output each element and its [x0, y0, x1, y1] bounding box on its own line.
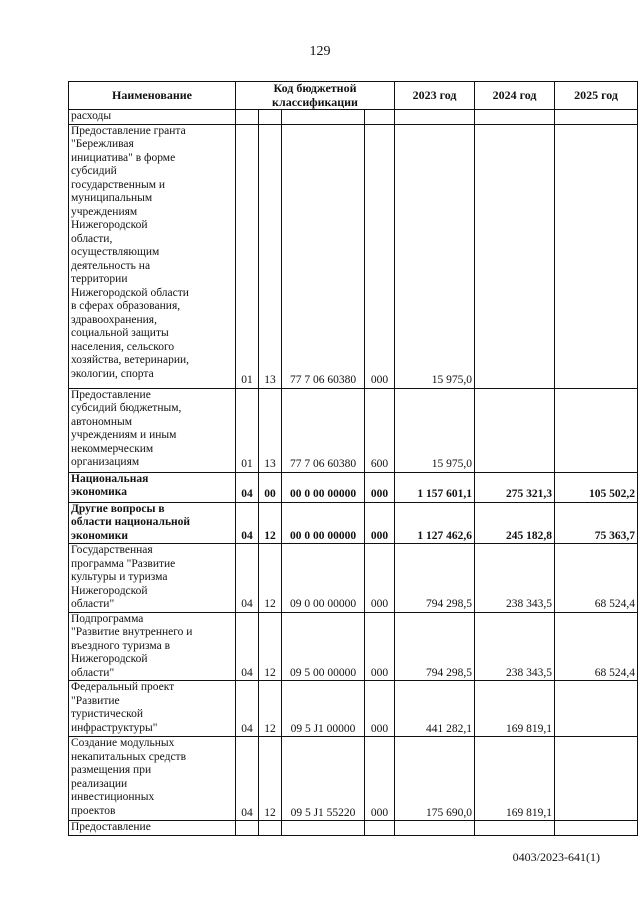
value-2025: 68 524,4 [555, 544, 638, 613]
header-2025: 2025 год [555, 82, 638, 110]
subsection-code: 12 [259, 544, 282, 613]
target-article-code: 00 0 00 00000 [282, 502, 365, 544]
table-row [69, 544, 638, 613]
section-code: 04 [236, 502, 259, 544]
row-name: расходы [69, 110, 236, 125]
table-row [69, 472, 638, 502]
value-2025 [555, 388, 638, 472]
header-2024: 2024 год [475, 82, 555, 110]
value-2023: 441 282,1 [395, 681, 475, 737]
value-2023: 794 298,5 [395, 612, 475, 681]
row-name: Другие вопросы в области национальной экономики [69, 502, 236, 544]
expense-type-code: 600 [365, 388, 395, 472]
target-article-code: 00 0 00 00000 [282, 472, 365, 502]
row-name: Подпрограмма "Развитие внутреннего и въездного туризма в Нижегородской области" [69, 612, 236, 681]
subsection-code [259, 110, 282, 125]
value-2024: 169 819,1 [475, 681, 555, 737]
expense-type-code [365, 110, 395, 125]
value-2023: 1 127 462,6 [395, 502, 475, 544]
target-article-code: 77 7 06 60380 [282, 388, 365, 472]
section-code [236, 110, 259, 125]
value-2023: 175 690,0 [395, 737, 475, 821]
header-2023: 2023 год [395, 82, 475, 110]
table-row [69, 737, 638, 821]
value-2025: 105 502,2 [555, 472, 638, 502]
value-2025: 75 363,7 [555, 502, 638, 544]
section-code [236, 821, 259, 836]
subsection-code: 13 [259, 388, 282, 472]
table-row [69, 502, 638, 544]
table-row [69, 612, 638, 681]
target-article-code [282, 110, 365, 125]
section-code: 01 [236, 124, 259, 388]
expense-type-code: 000 [365, 502, 395, 544]
header-name: Наименование [69, 82, 236, 110]
value-2024: 275 321,3 [475, 472, 555, 502]
row-name: Предоставление субсидий бюджетным, автономным учреждениям и иным некоммерческим организациям [69, 388, 236, 472]
target-article-code: 09 5 00 00000 [282, 612, 365, 681]
target-article-code [282, 821, 365, 836]
row-name: Создание модульных некапитальных средств размещения при реализации инвестиционных проектов [69, 737, 236, 821]
table-row [69, 388, 638, 472]
value-2023: 1 157 601,1 [395, 472, 475, 502]
value-2024: 169 819,1 [475, 737, 555, 821]
value-2024: 238 343,5 [475, 612, 555, 681]
header-code: Код бюджетной классификации [236, 82, 395, 110]
table-row [69, 124, 638, 388]
value-2025: 68 524,4 [555, 612, 638, 681]
row-name: Предоставление [69, 821, 236, 836]
value-2023: 15 975,0 [395, 388, 475, 472]
value-2024 [475, 821, 555, 836]
subsection-code: 12 [259, 612, 282, 681]
target-article-code: 77 7 06 60380 [282, 124, 365, 388]
value-2025 [555, 737, 638, 821]
page-number: 129 [309, 44, 331, 59]
expense-type-code: 000 [365, 544, 395, 613]
value-2024 [475, 388, 555, 472]
subsection-code: 12 [259, 737, 282, 821]
row-name: Федеральный проект "Развитие туристической инфраструктуры" [69, 681, 236, 737]
value-2025 [555, 124, 638, 388]
value-2025 [555, 821, 638, 836]
target-article-code: 09 5 J1 00000 [282, 681, 365, 737]
expense-type-code: 000 [365, 737, 395, 821]
value-2023: 794 298,5 [395, 544, 475, 613]
budget-table [68, 81, 638, 836]
value-2024: 238 343,5 [475, 544, 555, 613]
value-2023 [395, 821, 475, 836]
row-name: Государственная программа "Развитие культуры и туризма Нижегородской области" [69, 544, 236, 613]
value-2024 [475, 124, 555, 388]
row-name: Предоставление гранта "Бережливая инициатива" в форме субсидий государственным и муниципальным учреждениям Нижегородской области, осуществляющим деятельность на территории Нижегородской области в сферах образования, здравоохранения, социальной защиты населения, сельского хозяйства, ветеринарии, экологии, спорта [69, 124, 236, 388]
section-code: 04 [236, 612, 259, 681]
table-row [69, 821, 638, 836]
value-2023 [395, 110, 475, 125]
row-name: Национальная экономика [69, 472, 236, 502]
subsection-code: 00 [259, 472, 282, 502]
target-article-code: 09 0 00 00000 [282, 544, 365, 613]
value-2025 [555, 110, 638, 125]
subsection-code: 12 [259, 681, 282, 737]
section-code: 04 [236, 737, 259, 821]
value-2024: 245 182,8 [475, 502, 555, 544]
expense-type-code [365, 821, 395, 836]
value-2023: 15 975,0 [395, 124, 475, 388]
value-2024 [475, 110, 555, 125]
subsection-code [259, 821, 282, 836]
table-body [69, 110, 638, 836]
expense-type-code: 000 [365, 612, 395, 681]
section-code: 04 [236, 681, 259, 737]
section-code: 04 [236, 472, 259, 502]
expense-type-code: 000 [365, 124, 395, 388]
table-row [69, 110, 638, 125]
expense-type-code: 000 [365, 472, 395, 502]
value-2025 [555, 681, 638, 737]
document-code: 0403/2023-641(1) [512, 850, 600, 864]
section-code: 04 [236, 544, 259, 613]
table-row [69, 681, 638, 737]
subsection-code: 12 [259, 502, 282, 544]
table-header-row [69, 82, 638, 110]
subsection-code: 13 [259, 124, 282, 388]
expense-type-code: 000 [365, 681, 395, 737]
section-code: 01 [236, 388, 259, 472]
target-article-code: 09 5 J1 55220 [282, 737, 365, 821]
